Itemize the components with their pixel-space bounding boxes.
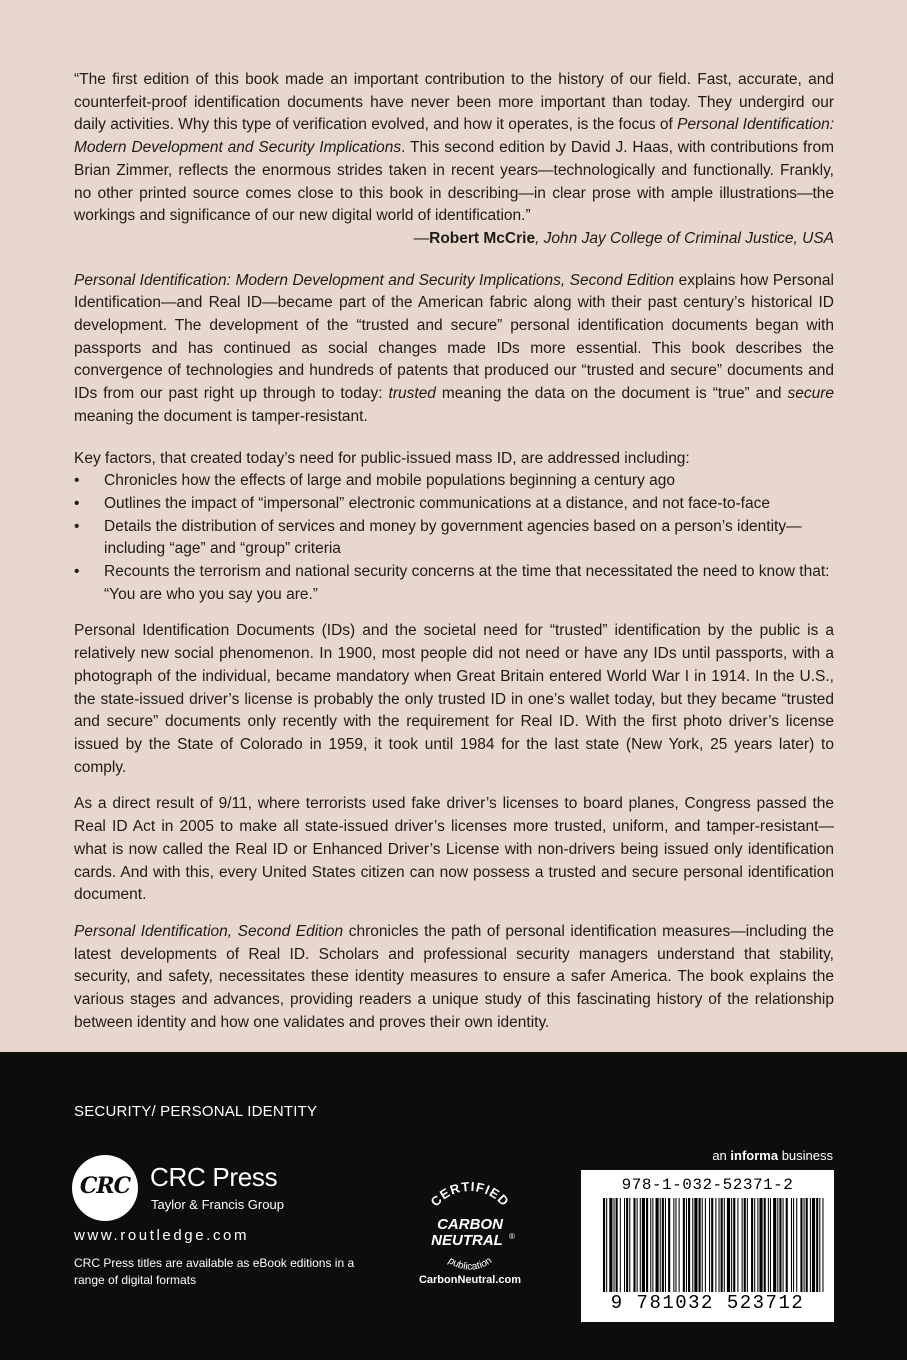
barcode-bar [650,1198,651,1292]
barcode-bar [773,1198,776,1292]
ids-paragraph: Personal Identification Documents (IDs) and the societal need for “trusted” identification by the public is a relatively new social phenomenon. In 1900, most people did not need or have any IDs until passports, with a photograph of the individual, became mandatory when Great Britain entered World War I in 1914. In the U.S., the state-issued driver’s license is probably the only trusted ID in one’s wallet today, but they became “trusted and secure” documents only recently with the requirement for Real ID. With the first photo driver’s license issued by the State of Colorado in 1959, it took until 1984 for the last state (New York, 25 years later) to comply. [74,622,834,776]
reviewer-affiliation: , John Jay College of Criminal Justice, USA [535,229,834,247]
quote-text-end: . This second edition by David J. Haas, with contributions from Brian Zimmer, reflects the enormous strides taken in recent years—technologically and functionally. Frankly, no other printed source comes close to this book in describing—in clear prose with ample illustrations—the workings and significance of our new digital world of identification.” [74,139,834,225]
carbon-reg-mark: ® [509,1232,515,1241]
barcode-bar [800,1198,802,1292]
barcode-bar [616,1198,618,1292]
barcode-bar [679,1198,680,1292]
barcode-bar [733,1198,735,1292]
barcode-bar [705,1198,706,1292]
barcode-bar [727,1198,730,1292]
review-quote [74,69,834,228]
barcode-bar [665,1198,666,1292]
barcode-bar [668,1198,670,1292]
publisher-group: Taylor & Francis Group [151,1197,284,1212]
cover-footer [0,1052,907,1360]
barcode-bar [603,1198,605,1292]
closing-paragraph [74,921,834,1035]
barcode-bar [822,1198,823,1292]
barcode-bar [683,1198,685,1292]
list-item: • Outlines the impact of “impersonal” electronic communications at a distance, and not face-to-face [74,493,834,516]
barcode-bar [804,1198,805,1292]
barcode-bar [796,1198,797,1292]
crc-logo-text: CRC [79,1173,131,1199]
barcode-bar [757,1198,758,1292]
barcode-bar [806,1198,808,1292]
publisher-name: CRC Press [150,1162,278,1192]
barcode-bar [686,1198,687,1292]
barcode-bar [629,1198,630,1292]
key-factors-intro: Key factors, that created today’s need for public-issued mass ID, are addressed including: [74,449,690,467]
barcode-bar [810,1198,811,1292]
barcode-bar [709,1198,710,1292]
real-id-paragraph: As a direct result of 9/11, where terrorists used fake driver’s licenses to board planes, Congress passed the Real ID Act in 2005 to make all state-issued driver’s licenses more trusted, uniform, and tamper-resistant—what is now called the Real ID or Enhanced Driver’s License with non-drivers being issued only identification cards. And with this, every United States citizen can now possess a trusted and secure personal identification document. [74,795,834,904]
description-secure: secure [787,385,834,403]
key-factors-list [74,470,834,606]
barcode-bars-icon [603,1198,825,1292]
barcode-bar [606,1198,607,1292]
carbon-certified-text: CERTIFIED [427,1178,513,1210]
informa-suffix: business [778,1148,833,1163]
barcode-bar [642,1198,645,1292]
barcode-bar [656,1198,659,1292]
description-text-2: meaning the data on the document is “true” and [435,385,788,403]
barcode-bar [754,1198,755,1292]
barcode-bar [711,1198,713,1292]
barcode-bar [637,1198,638,1292]
barcode-bar [737,1198,738,1292]
barcode-bar [812,1198,815,1292]
barcode-bar [786,1198,788,1292]
informa-brand: informa [730,1148,779,1163]
attribution-dash: — [413,229,430,247]
barcode-bar [777,1198,778,1292]
description-paragraph [74,270,834,429]
barcode-bar [660,1198,661,1292]
barcode-bar [673,1198,674,1292]
barcode-bar [702,1198,703,1292]
description-text-1: explains how Personal Identification—and Real ID—became part of the American fabric along with their past century’s historical ID development. The development of the “trusted and secure” personal identification documents began with passports and has continued as social changes made IDs more essential. This book describes the convergence of technologies and hundreds of patents that produced our “trusted and secure” documents and IDs from our past right up through to today: [74,271,834,403]
closing-text: chronicles the path of personal identification measures—including the latest developments of Real ID. Scholars and professional security managers understand that stability, security, and safety, necessitates these identity measures to ensure a safer America. The book explains the various stages and advances, providing readers a unique study of this fascinating history of the relationship between identity and how one validates and proves their own identity. [74,922,834,1031]
list-item: • Recounts the terrorism and national security concerns at the time that necessitated the need to know that: “You are who you say you are.” [74,561,834,606]
barcode-bar [764,1198,766,1292]
barcode-bar [731,1198,732,1292]
informa-business [712,1148,833,1163]
barcode-bar [783,1198,784,1292]
barcode-bar [675,1198,676,1292]
barcode-bar [640,1198,641,1292]
barcode-bar [662,1198,664,1292]
barcode-bar [747,1198,748,1292]
description-trusted: trusted [388,385,436,403]
barcode-bar [779,1198,781,1292]
reviewer-name: Robert McCrie [429,229,536,247]
barcode-bar [744,1198,746,1292]
barcode-bar [791,1198,792,1292]
quote-text-start: “The first edition of this book made an important contribution to the history of our field. Fast, accurate, and counterfeit-proof identification documents have never been more important than today. They undergird our daily activities. Why this type of verification evolved, and how it operates, is the focus of [74,71,834,134]
barcode-bar [694,1198,697,1292]
barcode-bar [688,1198,690,1292]
barcode-bar [793,1198,794,1292]
barcode-bar [652,1198,653,1292]
quote-book-title: Personal Identification: Modern Development and Security Implications [74,116,834,157]
description-text-3: meaning the document is tamper-resistant. [74,407,368,425]
cover-content [74,69,834,1053]
closing-title: Personal Identification, Second Edition [74,922,344,940]
barcode-bar [633,1198,635,1292]
review-attribution [74,228,834,251]
carbon-text: CARBON [437,1216,503,1233]
isbn-barcode [581,1170,834,1322]
barcode-bar [819,1198,820,1292]
neutral-text: NEUTRAL [431,1232,503,1249]
svg-text:publication [446,1255,494,1272]
barcode-bar [614,1198,615,1292]
barcode-bar [626,1198,628,1292]
list-item: • Chronicles how the effects of large and mobile populations beginning a century ago [74,470,834,493]
barcode-bar [624,1198,625,1292]
carbon-neutral-site: CarbonNeutral.com [418,1274,522,1286]
ebook-note: CRC Press titles are available as eBook editions in a range of digital formats [74,1256,355,1287]
crc-logo-icon [72,1155,138,1221]
barcode-bar [751,1198,753,1292]
isbn-barcode-digits: 9 781032 523712 [610,1292,805,1314]
isbn-number: 978-1-032-52371-2 [621,1176,794,1194]
barcode-bar [620,1198,621,1292]
barcode-bar [692,1198,693,1292]
barcode-bar [715,1198,716,1292]
barcode-bar [646,1198,648,1292]
informa-prefix: an [712,1148,731,1163]
barcode-bar [742,1198,743,1292]
barcode-bar [816,1198,818,1292]
barcode-bar [719,1198,720,1292]
publisher-website[interactable]: www.routledge.com [74,1227,250,1244]
barcode-bar [721,1198,723,1292]
svg-text:CERTIFIED [427,1179,512,1210]
barcode-bar [724,1198,725,1292]
description-title: Personal Identification: Modern Development and Security Implications, Second Edition [74,271,675,289]
barcode-bar [770,1198,771,1292]
list-item: • Details the distribution of services and money by government agencies based on a person’s identity—including “age” and “group” criteria [74,516,834,561]
barcode-bar [768,1198,769,1292]
category-label: SECURITY/ PERSONAL IDENTITY [74,1103,318,1120]
carbon-publication-text: publication [446,1255,494,1273]
barcode-bar [759,1198,762,1292]
barcode-bar [609,1198,612,1292]
barcode-bar [699,1198,701,1292]
